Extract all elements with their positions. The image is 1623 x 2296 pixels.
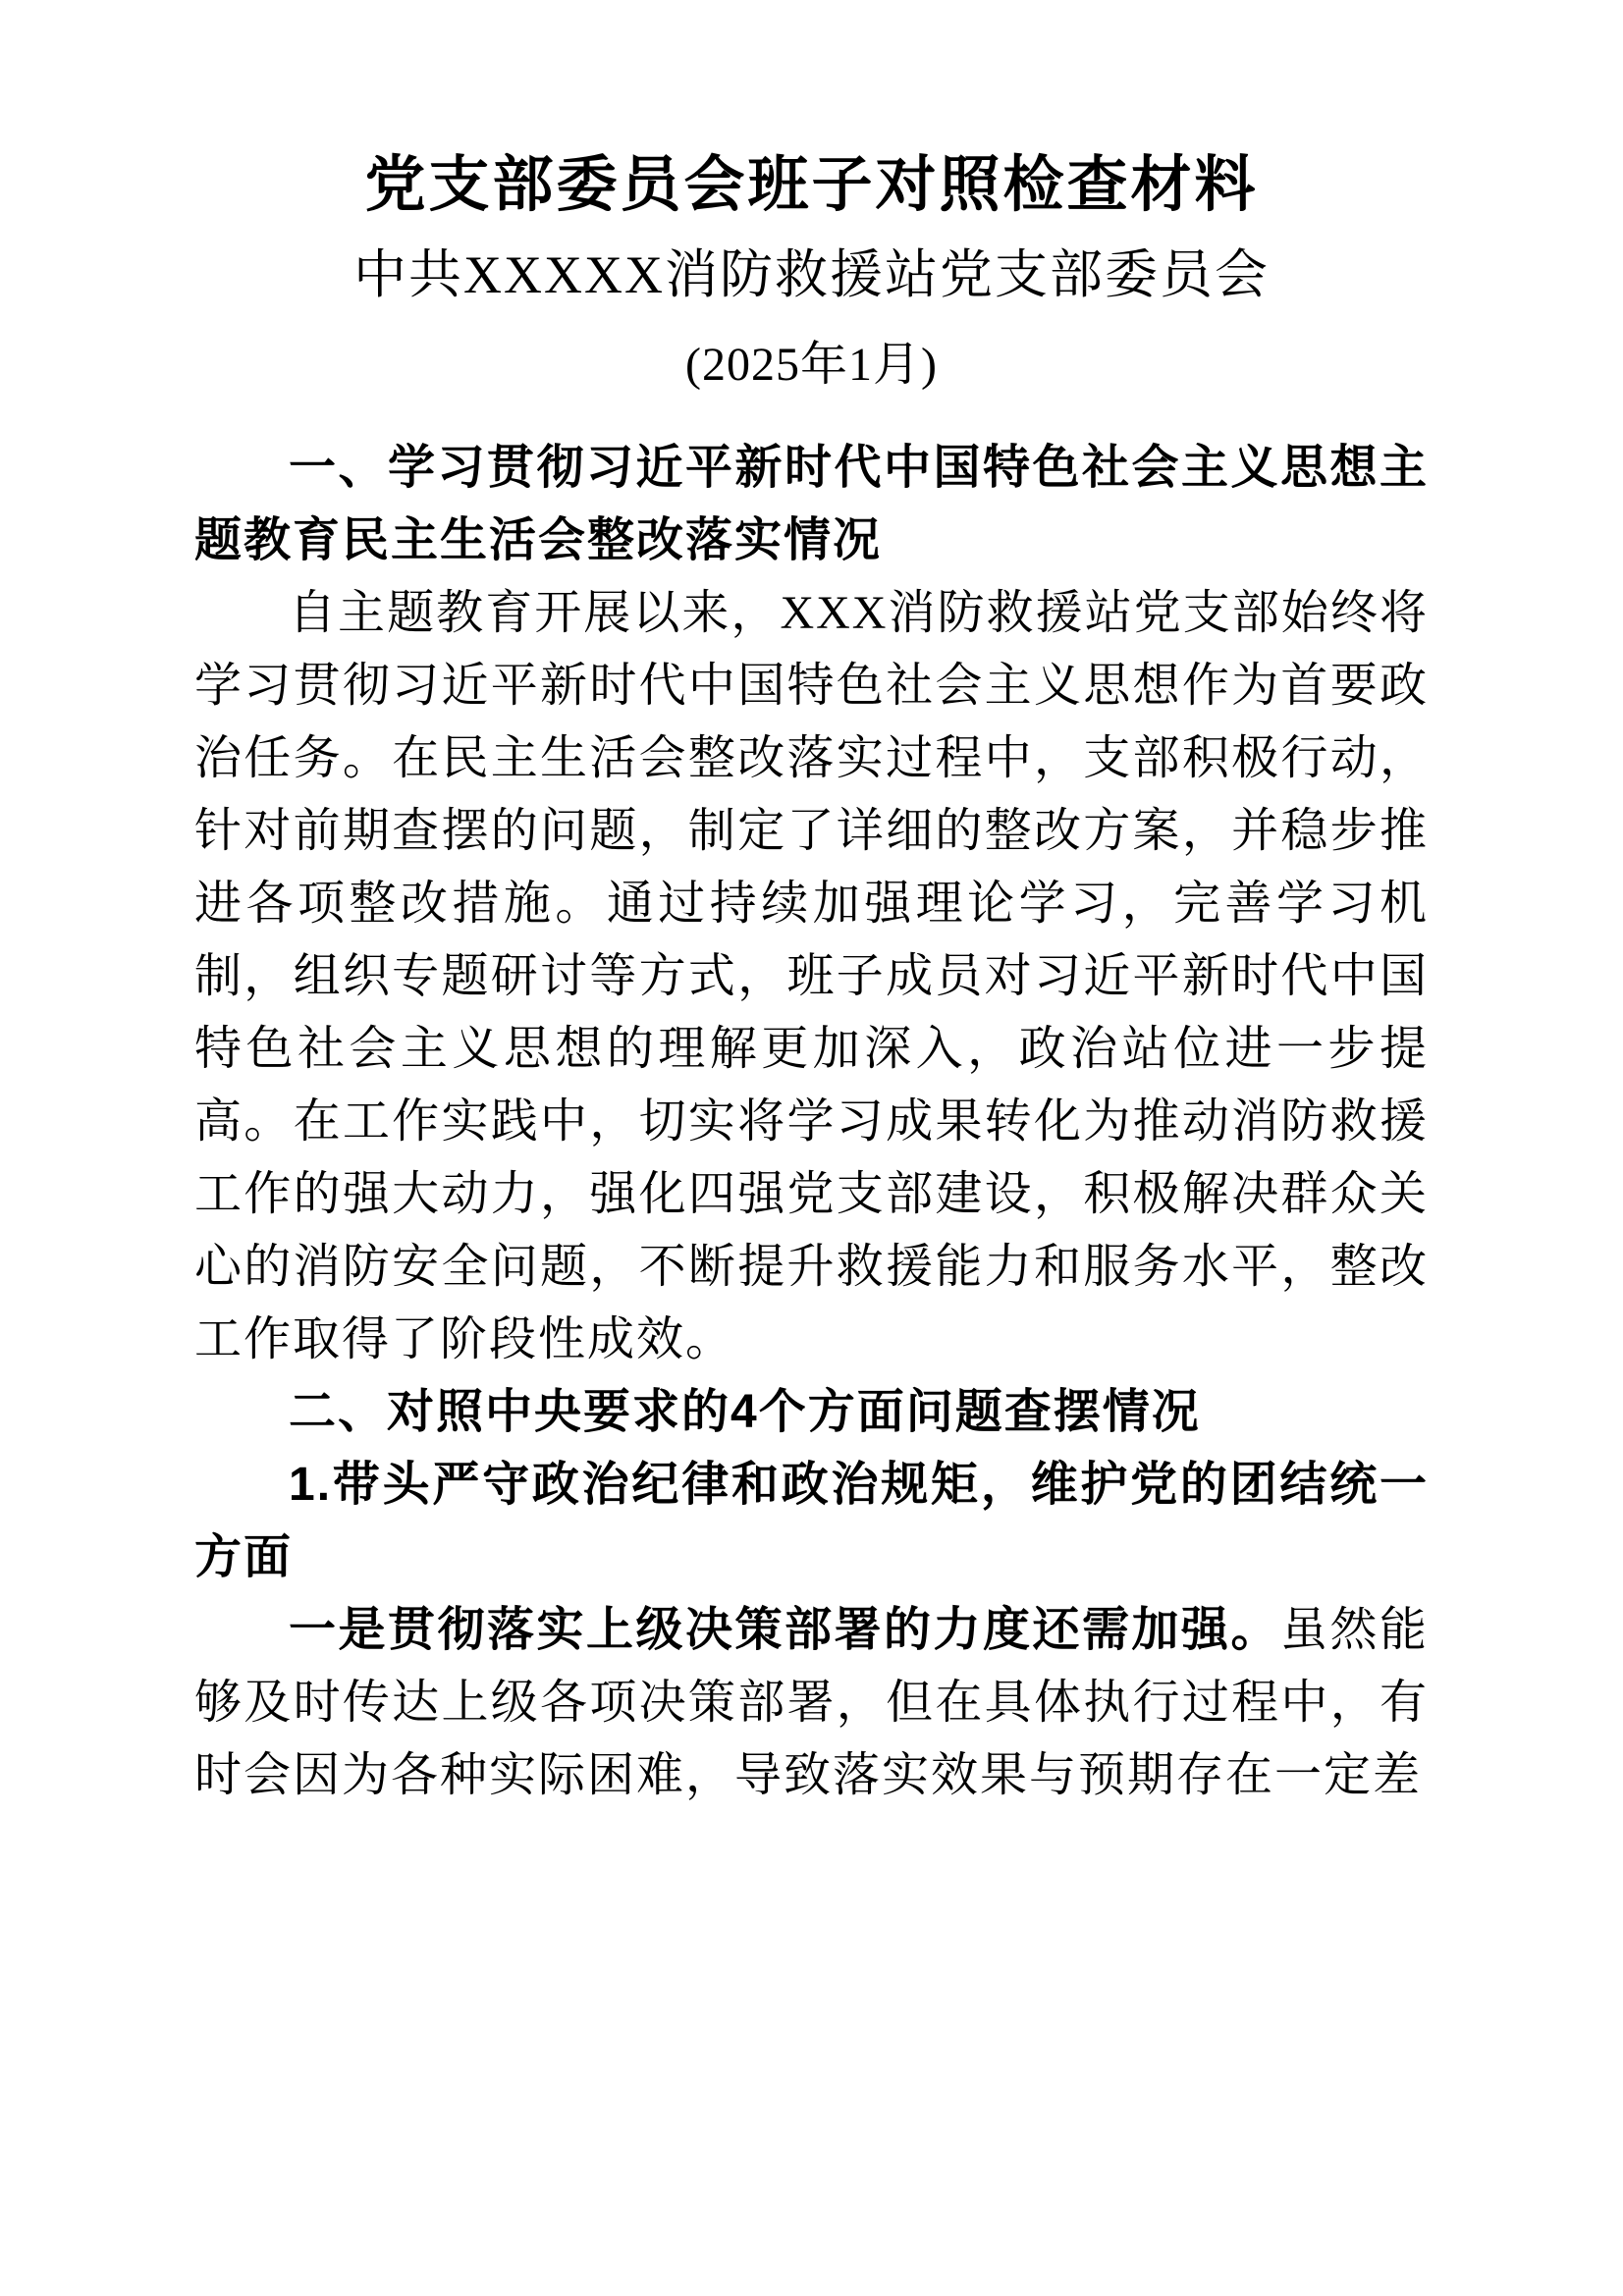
section-heading-1: 一、学习贯彻习近平新时代中国特色社会主义思想主题教育民主生活会整改落实情况 — [194, 441, 1429, 566]
paragraph-2-lead: 一是贯彻落实上级决策部署的力度还需加强。 — [289, 1603, 1280, 1656]
document-subtitle: 中共XXXXX消防救援站党支部委员会 — [353, 244, 1270, 304]
paragraph-2 — [194, 1594, 1429, 1812]
document-date: (2025年1月) — [685, 339, 938, 392]
sub-heading-1: 1.带头严守政治纪律和政治规矩，维护党的团结统一方面 — [194, 1458, 1429, 1583]
paragraph-2-body: 虽然能够及时传达上级各项决策部署，但在具体执行过程中，有时会因为各种实际困难，导致落实效果与预期存在一定差 — [194, 1603, 1429, 1801]
paragraph-1: 自主题教育开展以来，XXX消防救援站党支部始终将学习贯彻习近平新时代中国特色社会主义思想作为首要政治任务。在民主生活会整改落实过程中，支部积极行动，针对前期查摆的问题，制定了详细的整改方案，并稳步推进各项整改措施。通过持续加强理论学习，完善学习机制，组织专题研讨等方式，班子成员对习近平新时代中国特色社会主义思想的理解更加深入，政治站位进一步提高。在工作实践中，切实将学习成果转化为推动消防救援工作的强大动力，强化四强党支部建设，积极解决群众关心的消防安全问题，不断提升救援能力和服务水平，整改工作取得了阶段性成效。 — [194, 586, 1429, 1365]
section-heading-2: 二、对照中央要求的4个方面问题查摆情况 — [289, 1385, 1201, 1438]
document-title: 党支部委员会班子对照检查材料 — [364, 151, 1259, 219]
